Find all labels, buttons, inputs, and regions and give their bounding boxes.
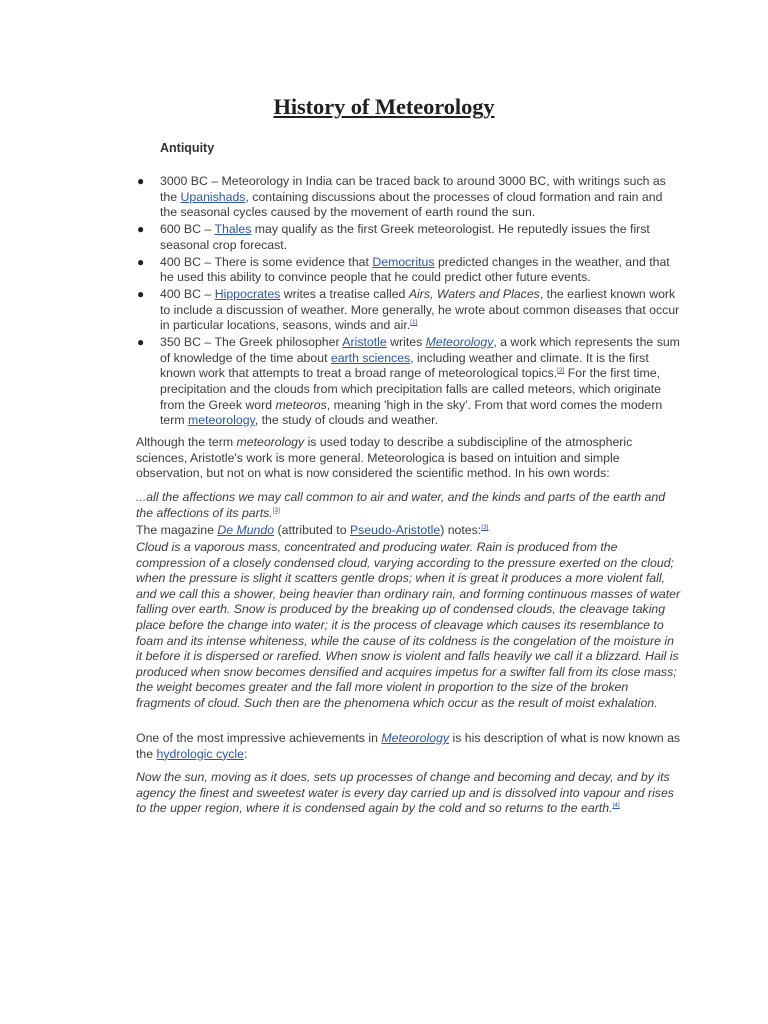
bullet-icon: ● xyxy=(137,335,145,350)
paragraph-text: is used today to describe a subdiscipline of the atmospheric sciences, Aristotle's work is more general. Meteorologica is based on intuition and simple observation, but not on what is now considered the scientific method. In his own words: xyxy=(136,435,633,481)
bullet-text: , the study of clouds and weather. xyxy=(254,413,438,428)
link-aristotle[interactable]: Aristotle xyxy=(342,335,387,350)
bullet-text: may qualify as the first Greek meteorologist. He reputedly issues the first seasonal crop forecast. xyxy=(160,222,650,252)
citation-link[interactable]: [4] xyxy=(612,802,620,810)
italic-word: meteorology xyxy=(236,435,305,449)
list-item xyxy=(0,335,680,429)
paragraph-text: : xyxy=(244,746,248,761)
bullet-text: , including weather and climate. It is the first known work that attempts to treat a broad range of meteorological topics. xyxy=(160,350,649,381)
bullet-text: writes xyxy=(386,335,426,350)
quote xyxy=(136,770,682,817)
list-item xyxy=(0,287,680,334)
paragraph xyxy=(136,435,682,482)
link-earth-sciences[interactable]: earth sciences xyxy=(330,350,411,365)
bullet-text: , containing discussions about the processes of cloud formation and rain and the seasonal cycles caused by the movement of earth round the sun. xyxy=(160,189,663,220)
quote-text: Now the sun, moving as it does, sets up processes of change and becoming and decay, and by its agency the finest and sweetest water is every day carried up and is dissolved into vapour and rises to the upper region, where it is condensed again by the cold and so returns to the earth. xyxy=(136,770,674,816)
bullet-text: predicted changes in the weather, and that he used this ability to convince people that he could predict other future events. xyxy=(160,254,670,285)
citation-link[interactable]: [3] xyxy=(272,506,280,514)
bullet-icon: ● xyxy=(137,254,145,269)
page-title: History of Meteorology xyxy=(273,94,495,119)
quote xyxy=(136,540,682,712)
quote-text: ...all the affections we may call common to air and water, and the kinds and parts of the earth and the affections of its parts. xyxy=(136,490,666,520)
link-thales[interactable]: Thales xyxy=(214,222,252,237)
paragraph-text: One of the most impressive achievements in xyxy=(136,731,382,745)
paragraph-text: is his description of what is now known as the xyxy=(136,731,681,761)
citation-link[interactable]: [2] xyxy=(557,367,565,375)
link-upanishads[interactable]: Upanishads xyxy=(180,189,246,204)
section-heading: Antiquity xyxy=(160,141,215,155)
bullet-icon: ● xyxy=(137,174,145,188)
link-meteorology-term[interactable]: meteorology xyxy=(188,413,255,428)
bullet-text: For the first time, precipitation and the clouds from which precipitation falls are called meteors, which originate from the Greek word xyxy=(160,366,662,412)
paragraph xyxy=(136,731,682,762)
italic-title: Airs, Waters and Places xyxy=(408,287,540,302)
bullet-text: 3000 BC – Meteorology in India can be traced back to around 3000 BC, with writings such as the xyxy=(160,174,666,204)
citation-link[interactable]: [1] xyxy=(410,319,418,327)
list-item xyxy=(0,174,680,221)
link-meteorology[interactable]: Meteorology xyxy=(425,335,494,350)
link-democritus[interactable]: Democritus xyxy=(372,254,435,269)
bullet-text: 400 BC – xyxy=(160,287,215,302)
bullet-text: 400 BC – There is some evidence that xyxy=(160,254,373,269)
bullet-icon: ● xyxy=(137,287,145,302)
list-item xyxy=(0,255,680,286)
paragraph-text: ) notes: xyxy=(440,523,482,537)
paragraph xyxy=(136,523,682,539)
link-de-mundo[interactable]: De Mundo xyxy=(217,523,275,537)
link-hydrologic-cycle[interactable]: hydrologic cycle xyxy=(156,746,244,761)
paragraph-text: (attributed to xyxy=(274,523,350,537)
quote xyxy=(136,490,682,521)
paragraph-text: The magazine xyxy=(136,523,218,537)
bullet-text: writes a treatise called xyxy=(280,287,409,302)
bullet-text: 600 BC – xyxy=(160,222,215,237)
bullet-icon: ● xyxy=(137,222,145,237)
link-hippocrates[interactable]: Hippocrates xyxy=(214,287,281,302)
citation-link[interactable]: [3] xyxy=(481,523,489,531)
bullet-text: , the earliest known work to include a discussion of weather. More generally, he wrote about common diseases that occur in particular locations, seasons, winds and air. xyxy=(160,287,680,333)
quote-text: Cloud is a vaporous mass, concentrated and producing water. Rain is produced from the compression of a closely condensed cloud, varying according to the pressure exerted on the cloud; when the pressure is slight it scatters gentle drops; when it is great it produces a more violent fall, and we call this a shower, being heavier than ordinary rain, and forming continuous masses of water falling over earth. Snow is produced by the breaking up of condensed clouds, the cleavage taking place before the change into water; it is the process of cleavage which causes its resemblance to foam and its intense whiteness, while the cause of its coldness is the congelation of the moisture in it before it is dispersed or rarefied. When snow is violent and falls heavily we call it a blizzard. Hail is produced when snow becomes densified and acquires impetus for a swifter fall from its close mass; the weight becomes greater and the fall more violent in proportion to the size of the broken fragments of cloud. Such then are the phenomena which occur as the result of moist exhalation. xyxy=(136,540,681,710)
bullet-list xyxy=(0,174,768,430)
italic-word: meteoros xyxy=(275,397,327,412)
paragraph-text: Although the term xyxy=(136,435,237,449)
bullet-text: , a work which represents the sum of knowledge of the time about xyxy=(160,335,680,365)
link-meteorology-book[interactable]: Meteorology xyxy=(381,731,450,745)
list-item xyxy=(0,222,680,253)
link-pseudo-aristotle[interactable]: Pseudo-Aristotle xyxy=(349,523,441,537)
bullet-text: 350 BC – The Greek philosopher xyxy=(160,335,343,350)
bullet-text: , meaning 'high in the sky'. From that word comes the modern term xyxy=(160,397,663,428)
